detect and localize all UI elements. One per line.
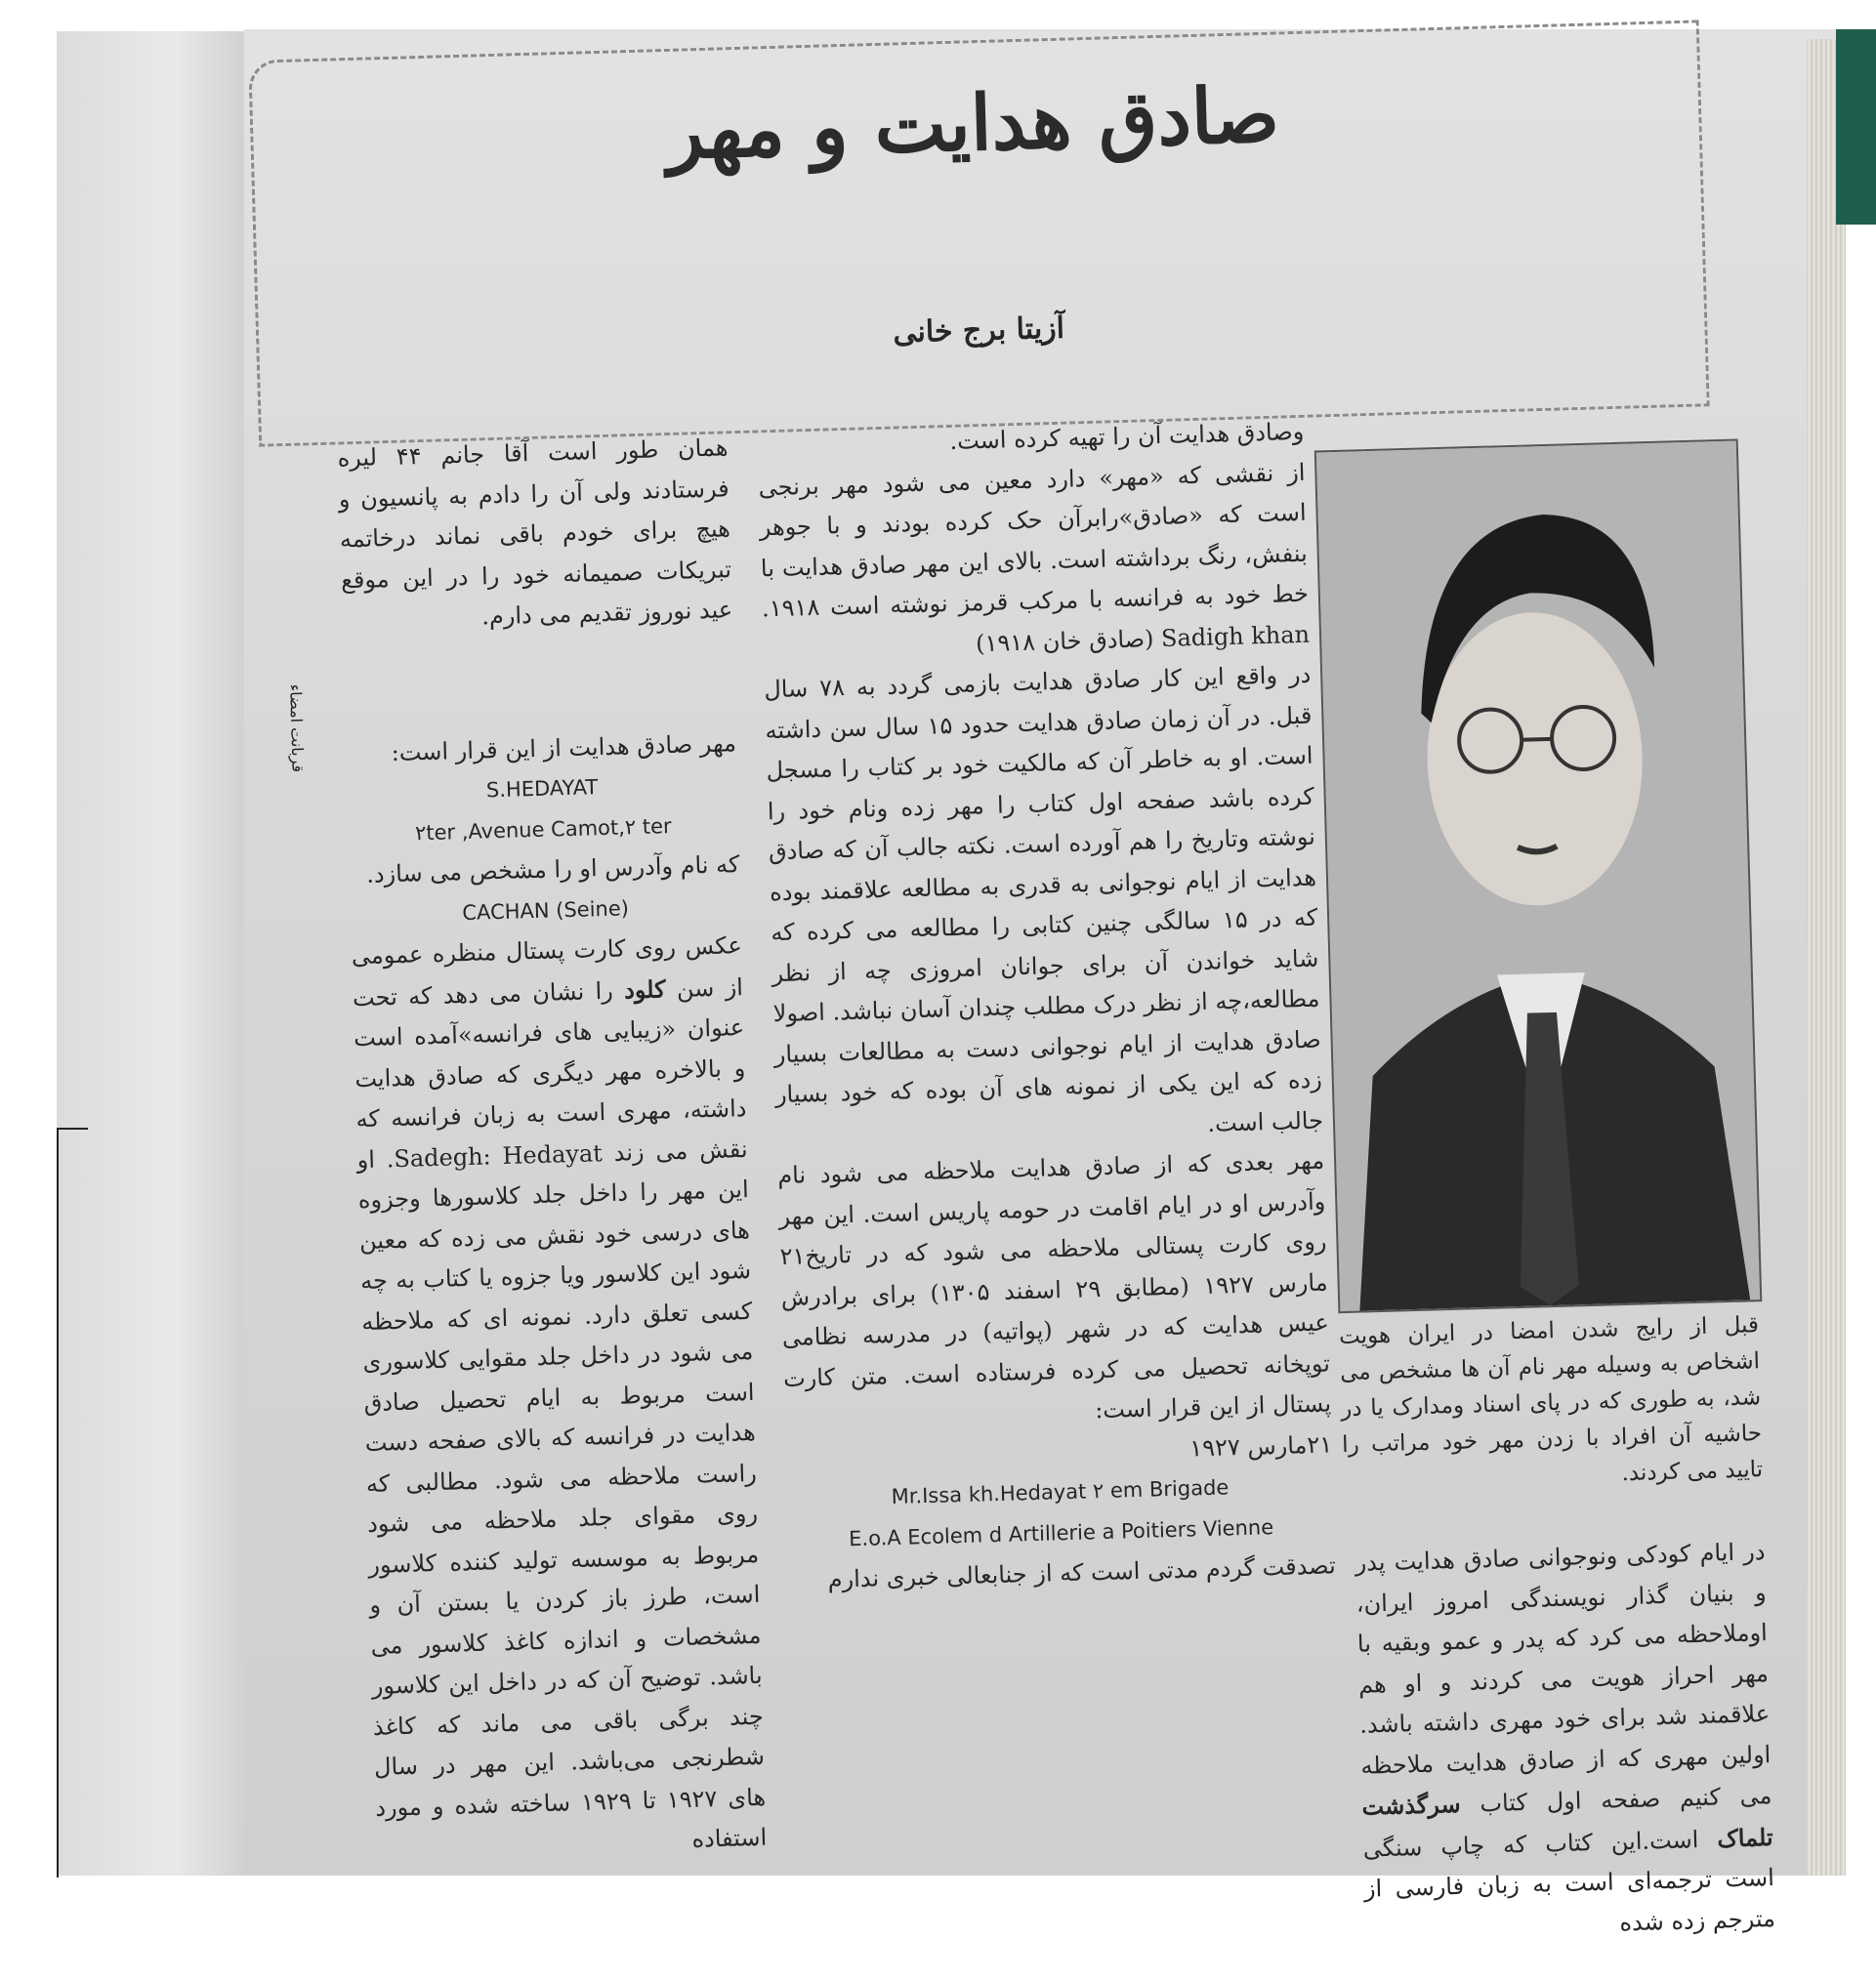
article-title: صادق هدایت و مهر: [665, 70, 1281, 177]
left-paragraph-3: که نام وآدرس او را مشخص می سازد.: [365, 850, 740, 888]
left-paragraph-4: را نشان می دهد که تحت عنوان «زیبایی های فرانسه»آمده است و بالاخره مهر دیگری که صادق هدایت داشته، مهری است به زبان فرانسه که نقش می زند Sadegh: Hedayat. او این مهر را داخل جلد کلاسورها وجزوه های درسی خود نقش می زده که معین شود این کلاسور ویا جزوه یا کتاب به چه کسی تعلق دارد. نمونه ای که ملاحظه می شود در داخل جلد مقوایی کلاسوری است مربوط به ایام تحصیل صادق هدایت در فرانسه که بالای صفحه دست راست ملاحظه می شود. مطالبی که روی مقوای جلد ملاحظه می شود مربوط به موسسه تولید کننده کلاسور است، طرز باز کردن یا بستن آن و مشخصات و اندازه کاغذ کلاسور می باشد. توضیح آن که در داخل این کلاسور چند برگی باقی می ماند که کاغذ شطرنجی می‌باشد. این مهر در سال های ۱۹۲۷ تا ۱۹۲۹ ساخته شده و مورد استفاده: [352, 976, 768, 1853]
middle-paragraph-2: از نقشی که «مهر» دارد معین می شود مهر برنجی است که «صادق»رابرآن حک کرده بودند و با جوهر بنفش، رنگ برداشته است. بالای این مهر صادق هدایت با خط خود به فرانسه با مرکب قرمز نوشته است ۱۹۱۸. Sadigh khan (صادق خان ۱۹۱۸): [758, 458, 1311, 657]
stamp-name: S.HEDAYAT: [485, 775, 599, 803]
column-middle: [757, 412, 1336, 1602]
book-title: سرگذشت تلماک: [1361, 1789, 1773, 1853]
postcard-address-1: Mr.Issa kh.Hedayat ۲ em Brigade: [891, 1475, 1230, 1509]
left-paragraph-1: همان طور است آقا جانم ۴۴ لیره فرستادند ولی آن را دادم به پانسیون و هیچ برای خودم باقی نماند درخاتمه تبریکات صمیمانه خود را در این موقع عید نوروز تقدیم می دارم.: [337, 433, 733, 631]
middle-paragraph-1: وصادق هدایت آن را تهیه کرده است.: [949, 417, 1305, 455]
margin-signature-note: قربانت امضاء: [286, 683, 308, 773]
left-paragraph-2: مهر صادق هدایت از این قرار است:: [391, 728, 737, 766]
right-paragraph-end: است.این کتاب که چاپ سنگی است ترجمه‌ای است به زبان فارسی از مترجم زده شده: [1362, 1825, 1776, 1936]
stamp-city: CACHAN (Seine): [462, 895, 630, 925]
portrait-image: [1316, 440, 1760, 1311]
article-author: آزیتا برج خانی: [892, 310, 1065, 351]
left-paragraph-4-start: عکس روی کارت پستال منظره عمومی از سن: [351, 931, 744, 1003]
book-cover: [1836, 29, 1876, 225]
postcard-date: ۲۱مارس ۱۹۲۷: [1188, 1429, 1333, 1462]
left-page-frame: [57, 1128, 88, 1878]
middle-paragraph-5: تصدقت گردم مدتی است که از جنابعالی خبری ندارم: [827, 1551, 1337, 1593]
photo-caption: قبل از رایج شدن امضا در ایران هویت اشخاص به وسیله مهر نام آن ها مشخص می شد، به طوری که در پای اسناد ومدارک یا در حاشیه آن افراد با زدن مهر خود مراتب را تایید می کردند.: [1338, 1312, 1764, 1487]
middle-paragraph-3: در واقع این کار صادق هدایت بازمی گردد به ۷۸ سال قبل. در آن زمان صادق هدایت حدود ۱۵ سال سن داشته است. او به خاطر آن که مالکیت خود بر کتاب را مسجل کرده باشد صفحه اول کتاب را مهر زده ونام خود را نوشته وتاریخ را هم آورده است. نکته جالب آن که صادق هدایت از ایام نوجوانی به قدری به مطالعه علاقمند بوده که در ۱۵ سالگی چنین کتابی را مطالعه می کرده که شاید خواندن آن برای جوانان امروزی چه از نظر مطالعه،چه از نظر درک مطلب چندان آسان نباشد. اصولا صادق هدایت از ایام نوجوانی دست به مطالعات بسیار زده که این یکی از نمونه های آن بوده که خود بسیار جالب است.: [764, 660, 1324, 1137]
middle-paragraph-4: مهر بعدی که از صادق هدایت ملاحظه می شود نام وآدرس او در ایام اقامت در حومه پاریس است. این مهر روی کارت پستالی ملاحظه می شود که در تاریخ۲۱ مارس ۱۹۲۷ (مطابق ۲۹ اسفند ۱۳۰۵) برای برادرش عیس هدایت که در شهر (پواتیه) در مدرسه نظامی توپخانه تحصیل می کرده فرستاده است. متن کارت پستال از این قرار است:: [776, 1146, 1332, 1424]
place-name: کلود: [623, 973, 666, 1004]
article: [219, 8, 1832, 1936]
postcard-address-2: E.o.A Ecolem d Artillerie a Poitiers Vienne: [848, 1514, 1274, 1550]
column-right: [1355, 1532, 1775, 1951]
stamp-address: ۲ter ,Avenue Camot,۲ ter: [414, 813, 672, 845]
right-paragraph: در ایام کودکی ونوجوانی صادق هدایت پدر و بنیان گذار نویسندگی امروز ایران، اوملاحظه می کرد که پدر و عمو وبقیه با مهر احراز هویت می کردند و او هم علاقمند شد برای خود مهری داشته باشد. اولین مهری که از صادق هدایت ملاحظه می کنیم صفحه اول کتاب: [1355, 1538, 1772, 1818]
portrait-photo: [1314, 438, 1763, 1313]
column-left: [337, 428, 768, 1869]
